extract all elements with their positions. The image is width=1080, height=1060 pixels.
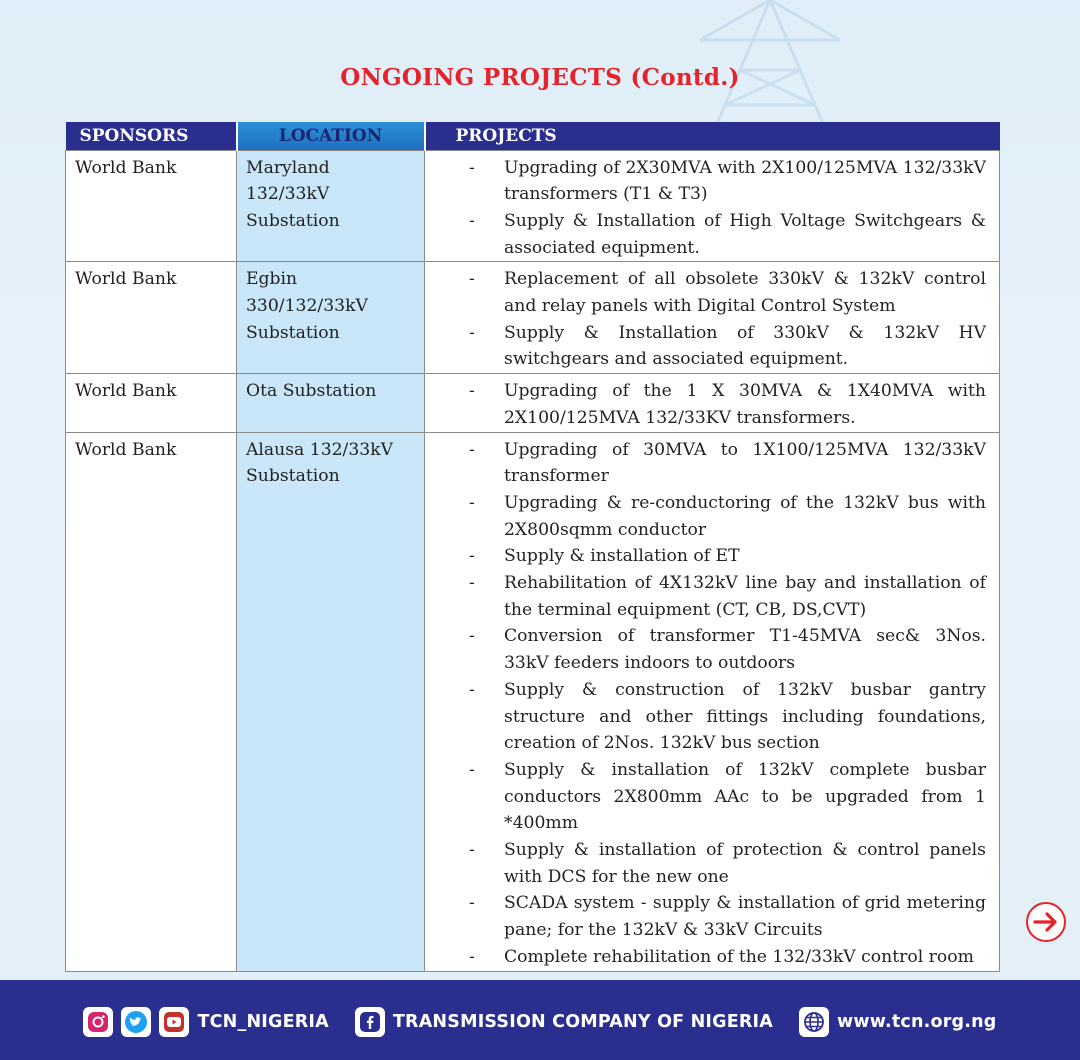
- projects-table: [65, 122, 1000, 972]
- social-handle[interactable]: TCN_NIGERIA: [197, 1012, 329, 1032]
- location-cell: [237, 150, 425, 262]
- youtube-icon[interactable]: [159, 1007, 189, 1037]
- location-line: Alausa 132/33kV: [246, 439, 394, 460]
- projects-cell: [425, 150, 1000, 262]
- location-line: Ota Substation: [246, 381, 377, 402]
- project-item: - SCADA system - supply & installation of grid metering pane; for the 132kV & 33kV Circuits: [469, 893, 986, 941]
- project-text: Upgrading of the 1 X 30MVA & 1X40MVA with 2X100/125MVA 132/33KV transformers.: [504, 381, 986, 428]
- project-text: Upgrading & re-conductoring of the 132kV bus with 2X800sqmm conductor: [504, 492, 986, 540]
- project-item: - Complete rehabilitation of the 132/33kV control room: [469, 946, 974, 967]
- page-title: ONGOING PROJECTS (Contd.): [340, 64, 740, 91]
- sponsor-cell: World Bank: [66, 150, 237, 262]
- location-line: 132/33kV: [246, 184, 330, 205]
- project-text: Supply & construction of 132kV busbar gantry structure and other fittings including foundations, creation of 2Nos. 132kV bus section: [504, 679, 986, 754]
- project-item: - Supply & Installation of High Voltage Switchgears & associated equipment.: [469, 210, 986, 258]
- project-item: - Supply & installation of ET: [469, 546, 740, 567]
- sponsor-cell: World Bank: [66, 374, 237, 432]
- project-item: - Upgrading of the 1 X 30MVA & 1X40MVA with 2X100/125MVA 132/33KV transformers.: [469, 381, 986, 428]
- location-line: 330/132/33kV: [246, 296, 368, 317]
- project-text: SCADA system - supply & installation of grid metering pane; for the 132kV & 33kV Circuits: [504, 893, 986, 941]
- table-row: [66, 262, 1000, 374]
- location-line: Maryland: [246, 157, 330, 178]
- header-sponsors: SPONSORS: [66, 122, 237, 150]
- project-item: - Upgrading & re-conductoring of the 132kV bus with 2X800sqmm conductor: [469, 492, 986, 540]
- header-location: LOCATION: [237, 122, 425, 150]
- table-row: [66, 374, 1000, 432]
- project-text: Conversion of transformer T1-45MVA sec& 3Nos. 33kV feeders indoors to outdoors: [504, 626, 986, 674]
- location-cell: [237, 374, 425, 432]
- project-text: Upgrading of 30MVA to 1X100/125MVA 132/33kV transformer: [504, 439, 986, 487]
- projects-cell: [425, 374, 1000, 432]
- project-text: Supply & installation of 132kV complete busbar conductors 2X800mm AAc to be upgraded from 1 *400mm: [504, 759, 986, 834]
- project-text: Rehabilitation of 4X132kV line bay and installation of the terminal equipment (CT, CB, DS,CVT): [504, 573, 986, 620]
- location-line: Egbin: [246, 269, 298, 290]
- twitter-icon[interactable]: [121, 1007, 151, 1037]
- location-cell: [237, 432, 425, 971]
- projects-cell: [425, 262, 1000, 374]
- sponsor-cell: World Bank: [66, 262, 237, 374]
- website-link[interactable]: www.tcn.org.ng: [837, 1012, 997, 1032]
- table-row: [66, 432, 1000, 971]
- project-item: - Upgrading of 2X30MVA with 2X100/125MVA 132/33kV transformers (T1 & T3): [469, 157, 986, 205]
- project-item: - Conversion of transformer T1-45MVA sec& 3Nos. 33kV feeders indoors to outdoors: [469, 626, 986, 674]
- project-text: Supply & Installation of 330kV & 132kV HV switchgears and associated equipment.: [504, 322, 986, 370]
- instagram-icon[interactable]: [83, 1007, 113, 1037]
- company-name[interactable]: TRANSMISSION COMPANY OF NIGERIA: [392, 1012, 773, 1032]
- footer-bar: [0, 980, 1080, 1060]
- project-text: Supply & Installation of High Voltage Switchgears & associated equipment.: [504, 210, 986, 258]
- table-row: [66, 150, 1000, 262]
- project-item: - Supply & installation of 132kV complete busbar conductors 2X800mm AAc to be upgraded from 1 *400mm: [469, 759, 986, 834]
- project-item: - Supply & construction of 132kV busbar gantry structure and other fittings including foundations, creation of 2Nos. 132kV bus section: [469, 679, 986, 754]
- project-text: Replacement of all obsolete 330kV & 132kV control and relay panels with Digital Control System: [504, 269, 986, 317]
- location-line: Substation: [246, 210, 340, 231]
- project-item: - Supply & Installation of 330kV & 132kV HV switchgears and associated equipment.: [469, 322, 986, 370]
- table-header-row: [66, 122, 1000, 150]
- project-text: Upgrading of 2X30MVA with 2X100/125MVA 132/33kV transformers (T1 & T3): [504, 157, 986, 205]
- project-text: Complete rehabilitation of the 132/33kV control room: [504, 946, 974, 967]
- location-cell: [237, 262, 425, 374]
- header-projects: PROJECTS: [425, 122, 1000, 150]
- project-item: - Upgrading of 30MVA to 1X100/125MVA 132/33kV transformer: [469, 439, 986, 487]
- projects-cell: [425, 432, 1000, 971]
- project-item: - Rehabilitation of 4X132kV line bay and installation of the terminal equipment (CT, CB, DS,CVT): [469, 573, 986, 620]
- project-item: - Replacement of all obsolete 330kV & 132kV control and relay panels with Digital Control System: [469, 269, 986, 317]
- next-arrow-icon: [1033, 911, 1059, 933]
- facebook-icon[interactable]: [355, 1007, 385, 1037]
- project-item: - Supply & installation of protection & control panels with DCS for the new one: [469, 840, 986, 887]
- location-line: Substation: [246, 322, 340, 343]
- location-line: Substation: [246, 466, 340, 487]
- globe-icon[interactable]: [799, 1007, 829, 1037]
- project-text: Supply & installation of protection & control panels with DCS for the new one: [504, 840, 986, 887]
- project-text: Supply & installation of ET: [504, 546, 740, 567]
- next-page-button[interactable]: [1026, 902, 1066, 942]
- sponsor-cell: World Bank: [66, 432, 237, 971]
